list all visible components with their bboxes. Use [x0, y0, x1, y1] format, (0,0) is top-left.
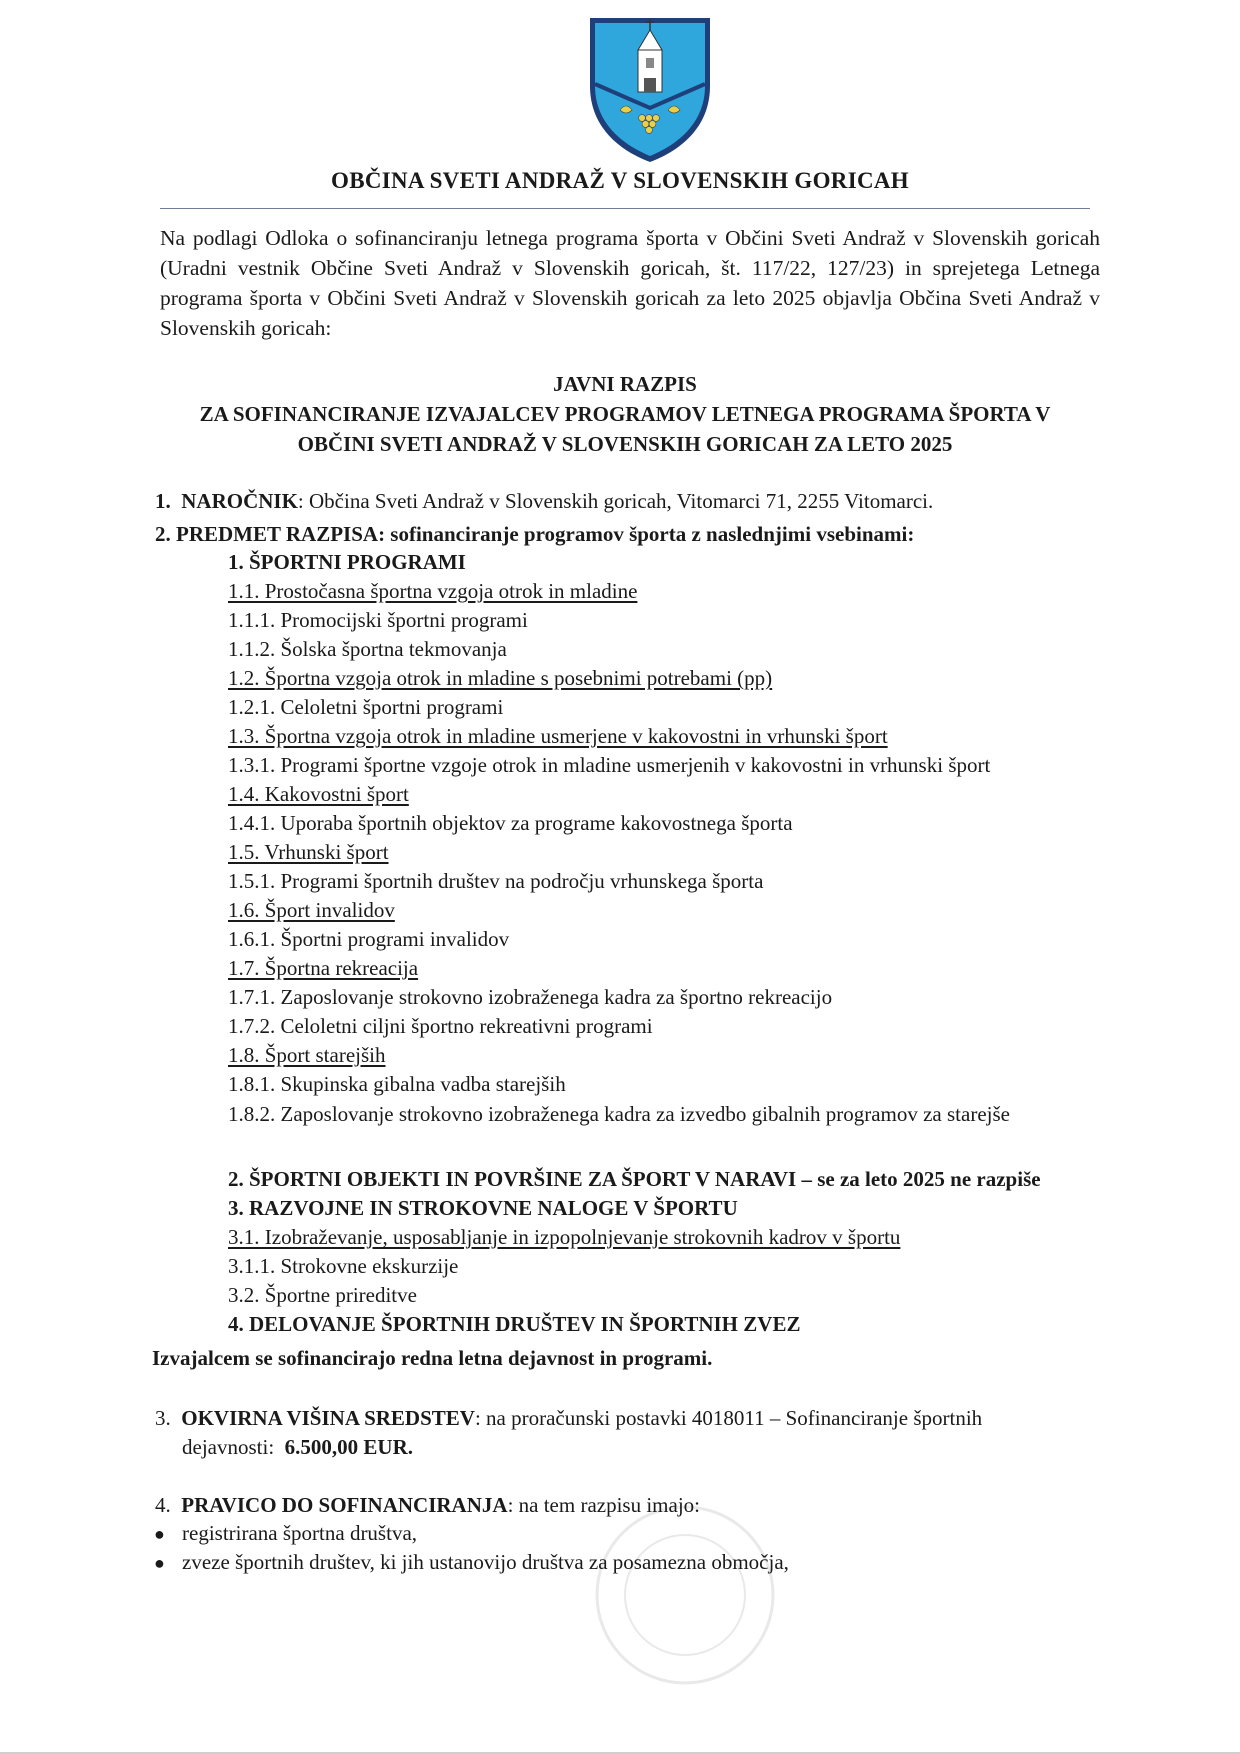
- section-3-label: OKVIRNA VIŠINA SREDSTEV: [181, 1406, 475, 1430]
- section-3: [155, 1405, 982, 1431]
- bullet-icon: ●: [154, 1524, 165, 1544]
- program-1-1: 1.1. Prostočasna športna vzgoja otrok in mladine: [228, 579, 638, 603]
- program-2-note: – se za leto 2025 ne razpiše: [796, 1167, 1041, 1191]
- section-3-text2: dejavnosti:: [182, 1435, 275, 1459]
- program-2-label: 2. ŠPORTNI OBJEKTI IN POVRŠINE ZA ŠPORT V NARAVI: [228, 1167, 797, 1191]
- program-1-3: 1.3. Športna vzgoja otrok in mladine usmerjene v kakovostni in vrhunski šport: [228, 724, 888, 748]
- municipality-name: OBČINA SVETI ANDRAŽ V SLOVENSKIH GORICAH: [331, 168, 909, 193]
- program-1-8-2: 1.8.2. Zaposlovanje strokovno izobraženega kadra za izvedbo gibalnih programov za starejše: [228, 1102, 1010, 1126]
- funded-note: Izvajalcem se sofinancirajo redna letna dejavnost in programi.: [152, 1346, 713, 1370]
- program-1-5: 1.5. Vrhunski šport: [228, 840, 389, 864]
- program-1-2: 1.2. Športna vzgoja otrok in mladine s posebnimi potrebami (pp): [228, 666, 773, 690]
- section-4-label: PRAVICO DO SOFINANCIRANJA: [181, 1493, 508, 1517]
- program-1-6-1: 1.6.1. Športni programi invalidov: [228, 927, 510, 951]
- program-3-2: 3.2. Športne prireditve: [228, 1283, 417, 1307]
- program-1: 1. ŠPORTNI PROGRAMI: [228, 550, 466, 574]
- title-line-2: ZA SOFINANCIRANJE IZVAJALCEV PROGRAMOV LETNEGA PROGRAMA ŠPORTA V: [199, 402, 1051, 426]
- intro-paragraph: Na podlagi Odloka o sofinanciranju letnega programa športa v Občini Sveti Andraž v Slovenskih goricah (Uradni vestnik Občine Sveti Andraž v Slovenskih goricah, št. 117/22, 127/23) in sprejetega Letnega programa športa v Občini Sveti Andraž v Slovenskih goricah za leto 2025 objavlja Občina Sveti Andraž v Slovenskih goricah:: [160, 226, 1100, 340]
- section-1-label: NAROČNIK: [181, 489, 298, 513]
- eligible-item: registrirana športna društva,: [182, 1521, 418, 1545]
- bullet-icon: ●: [154, 1553, 165, 1573]
- program-1-1-2: 1.1.2. Šolska športna tekmovanja: [228, 637, 507, 661]
- program-1-7: 1.7. Športna rekreacija: [228, 956, 419, 980]
- program-3-1: 3.1. Izobraževanje, usposabljanje in izpopolnjevanje strokovnih kadrov v športu: [228, 1225, 901, 1249]
- program-1-3-1: 1.3.1. Programi športne vzgoje otrok in mladine usmerjenih v kakovostni in vrhunski šport: [228, 753, 991, 777]
- section-1-num: 1.: [155, 489, 171, 513]
- section-4-text: : na tem razpisu imajo:: [507, 1493, 701, 1517]
- program-1-1-1: 1.1.1. Promocijski športni programi: [228, 608, 528, 632]
- section-3-num: 3.: [155, 1406, 171, 1430]
- program-1-2-1: 1.2.1. Celoletni športni programi: [228, 695, 504, 719]
- section-1-text: : Občina Sveti Andraž v Slovenskih goricah, Vitomarci 71, 2255 Vitomarci.: [297, 489, 934, 513]
- program-3: 3. RAZVOJNE IN STROKOVNE NALOGE V ŠPORTU: [228, 1196, 738, 1220]
- header-divider: [160, 208, 1090, 209]
- program-1-6: 1.6. Šport invalidov: [228, 898, 395, 922]
- program-1-8: 1.8. Šport starejših: [228, 1043, 386, 1067]
- section-2-text: : sofinanciranje programov športa z naslednjimi vsebinami:: [378, 522, 915, 546]
- program-1-4-1: 1.4.1. Uporaba športnih objektov za programe kakovostnega športa: [228, 811, 793, 835]
- program-1-5-1: 1.5.1. Programi športnih društev na področju vrhunskega športa: [228, 869, 764, 893]
- program-3-1-1: 3.1.1. Strokovne ekskurzije: [228, 1254, 459, 1278]
- section-4-num: 4.: [155, 1493, 171, 1517]
- program-4: 4. DELOVANJE ŠPORTNIH DRUŠTEV IN ŠPORTNIH ZVEZ: [228, 1312, 801, 1336]
- section-3-amount: 6.500,00 EUR.: [284, 1435, 413, 1459]
- program-1-4: 1.4. Kakovostni šport: [228, 782, 409, 806]
- program-1-7-2: 1.7.2. Celoletni ciljni športno rekreativni programi: [228, 1014, 653, 1038]
- section-3-text: : na proračunski postavki 4018011 – Sofinanciranje športnih: [474, 1406, 983, 1430]
- program-1-8-1: 1.8.1. Skupinska gibalna vadba starejših: [228, 1072, 566, 1096]
- title-line-3: OBČINI SVETI ANDRAŽ V SLOVENSKIH GORICAH ZA LETO 2025: [297, 432, 953, 456]
- municipal-crest-icon: [586, 14, 714, 164]
- program-2: [228, 1166, 1041, 1192]
- section-2: [155, 521, 914, 547]
- section-1: [155, 488, 933, 514]
- section-2-label: PREDMET RAZPISA: [176, 522, 379, 546]
- eligible-item: zveze športnih društev, ki jih ustanovijo društva za posamezna območja,: [182, 1550, 789, 1574]
- program-1-7-1: 1.7.1. Zaposlovanje strokovno izobraženega kadra za športno rekreacijo: [228, 985, 833, 1009]
- title-line-1: JAVNI RAZPIS: [553, 372, 697, 396]
- section-3-cont: [182, 1434, 413, 1460]
- official-stamp-icon: [590, 1500, 780, 1690]
- section-2-num: 2.: [155, 522, 171, 546]
